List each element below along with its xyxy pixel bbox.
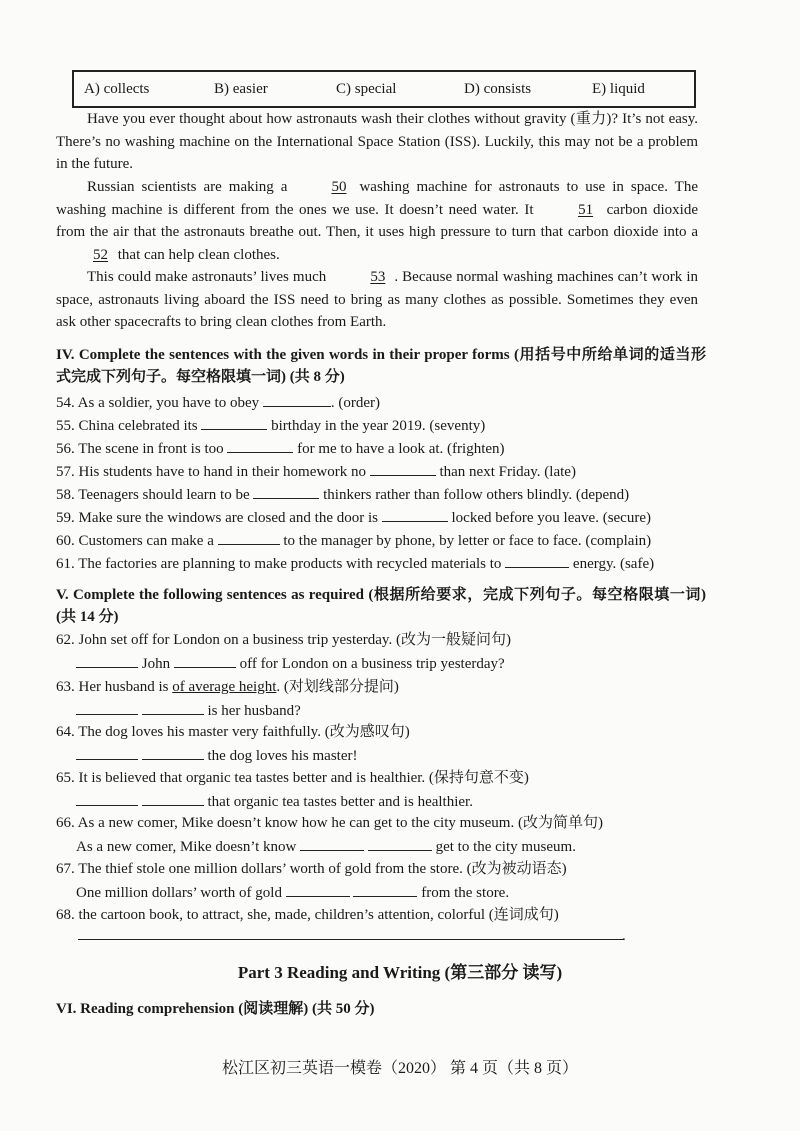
passage-paragraph-2 [56,176,698,266]
question-64 [56,722,706,766]
blank-50[interactable]: 50 [331,179,347,195]
answer-blank[interactable] [300,836,364,851]
question-text: 62. John set off for London on a business trip yesterday. (改为一般疑问句) [56,632,511,648]
word-option-b: B) easier [214,80,268,97]
question-text: 55. China celebrated its [56,418,202,434]
answer-blank[interactable] [368,836,432,851]
answer-blank[interactable] [142,700,204,715]
blank-53[interactable]: 53 [370,269,386,285]
answer-period: . [622,928,626,944]
page-footer: 松江区初三英语一模卷（2020） 第 4 页（共 8 页） [221,1060,578,1077]
question-text: than next Friday. (late) [435,464,576,480]
answer-blank[interactable] [218,530,280,545]
question-text: 64. The dog loves his master very faithfully. (改为感叹句) [56,724,410,740]
question-65 [56,768,706,812]
question-text: the dog loves his master! [203,748,358,764]
question-text: get to the city museum. [431,839,576,855]
question-text: . (order) [330,395,381,411]
section-5-heading: V. Complete the following sentences as required (根据所给要求，完成下列句子。每空格限填一词) (共 14 分) [56,587,706,625]
question-text: 59. Make sure the windows are closed and the door is [56,510,382,526]
question-text: locked before you leave. (secure) [447,510,651,526]
answer-blank[interactable] [76,700,138,715]
question-61 [56,553,706,574]
question-57 [56,461,706,482]
blank-51[interactable]: 51 [578,201,594,218]
question-text: that organic tea tastes better and is healthier. [203,794,473,810]
answer-blank[interactable] [286,882,350,897]
question-text: 57. His students have to hand in their homework no [56,464,370,480]
question-54 [56,392,706,413]
question-text: As a new comer, Mike doesn’t know [76,839,301,855]
answer-blank[interactable] [263,392,331,407]
question-text: 60. Customers can make a [56,533,218,549]
word-option-d: D) consists [464,80,532,97]
question-text: for me to have a look at. (frighten) [293,441,505,457]
question-59 [56,507,706,528]
answer-blank[interactable] [353,882,417,897]
question-text: 65. It is believed that organic tea tastes better and is healthier. (保持句意不变) [56,770,529,786]
question-text: One million dollars’ worth of gold [76,885,286,901]
question-text: off for London on a business trip yesterday? [235,656,505,672]
passage-text: . Because normal washing machines can’t work in space, astronauts living aboard the ISS need to bring as many clothes as possible. Sometimes they even ask other spacecrafts to bring clean clothes from Earth. [56,269,698,330]
answer-blank[interactable] [382,507,448,522]
question-63 [56,677,706,721]
passage-text: This could make astronauts’ lives much [87,269,331,285]
passage-text: Russian scientists are making a [87,179,295,195]
answer-blank[interactable] [227,438,293,453]
question-text: 63. Her husband is [56,679,173,695]
answer-blank[interactable] [76,653,138,668]
answer-blank[interactable] [201,415,267,430]
question-text: 67. The thief stole one million dollars’ worth of gold from the store. (改为被动语态) [56,861,567,877]
question-55 [56,415,706,436]
question-text: 68. the cartoon book, to attract, she, made, children’s attention, colorful (连词成句) [56,907,559,923]
question-68 [56,905,706,925]
question-58 [56,484,706,505]
question-text: John [138,656,174,672]
answer-blank[interactable] [142,745,204,760]
passage-paragraph-3 [56,266,698,334]
answer-blank[interactable] [76,791,138,806]
question-56 [56,438,706,459]
question-text: 54. As a soldier, you have to obey [56,395,263,411]
part-3-title: Part 3 Reading and Writing (第三部分 读写) [237,963,563,982]
word-option-a: A) collects [84,80,150,97]
question-67 [56,859,706,903]
sentence-answer-line[interactable] [78,939,624,940]
question-text: 66. As a new comer, Mike doesn’t know how he can get to the city museum. (改为简单句) [56,815,603,831]
word-option-c: C) special [336,80,397,97]
blank-52[interactable]: 52 [93,246,108,263]
question-text: birthday in the year 2019. (seventy) [267,418,486,434]
question-text: 56. The scene in front is too [56,441,228,457]
word-bank-box [72,70,696,108]
question-text: is her husband? [203,703,301,719]
question-66 [56,813,706,857]
answer-blank[interactable] [76,745,138,760]
question-text: energy. (safe) [569,556,655,572]
question-text: 61. The factories are planning to make products with recycled materials to [56,556,506,572]
question-62 [56,630,706,674]
passage-text: that can help clean clothes. [114,246,280,263]
passage-text: washing machine for astronauts to use in space. The washing machine is different from the ones we use. It doesn’t need water. It [56,179,698,218]
question-text: . (对划线部分提问) [276,679,399,695]
section-4-heading: IV. Complete the sentences with the given words in their proper forms (用括号中所给单词的适当形式完成下列句子。每空格限填一词) (共 8 分) [56,347,706,385]
question-60 [56,530,706,551]
question-text: thinkers rather than follow others blindly. (depend) [319,487,630,503]
answer-blank[interactable] [505,553,569,568]
passage-paragraph-1: Have you ever thought about how astronauts wash their clothes without gravity (重力)? It’s not easy. There’s no washing machine on the International Space Station (ISS). Luckily, this may not be a problem in the future. [56,111,698,172]
answer-blank[interactable] [142,791,204,806]
question-text: from the store. [417,885,510,901]
question-text: to the manager by phone, by letter or face to face. (complain) [279,533,652,549]
answer-blank[interactable] [370,461,436,476]
answer-blank[interactable] [174,653,236,668]
question-text: 58. Teenagers should learn to be [56,487,254,503]
section-6-heading: VI. Reading comprehension (阅读理解) (共 50 分) [56,1001,375,1017]
underlined-phrase: of average height [172,679,277,695]
passage-text: carbon dioxide from the air that the astronauts breathe out. Then, it uses high pressure to turn that carbon dioxide into a [56,201,698,240]
answer-blank[interactable] [253,484,319,499]
word-option-e: E) liquid [592,80,645,97]
